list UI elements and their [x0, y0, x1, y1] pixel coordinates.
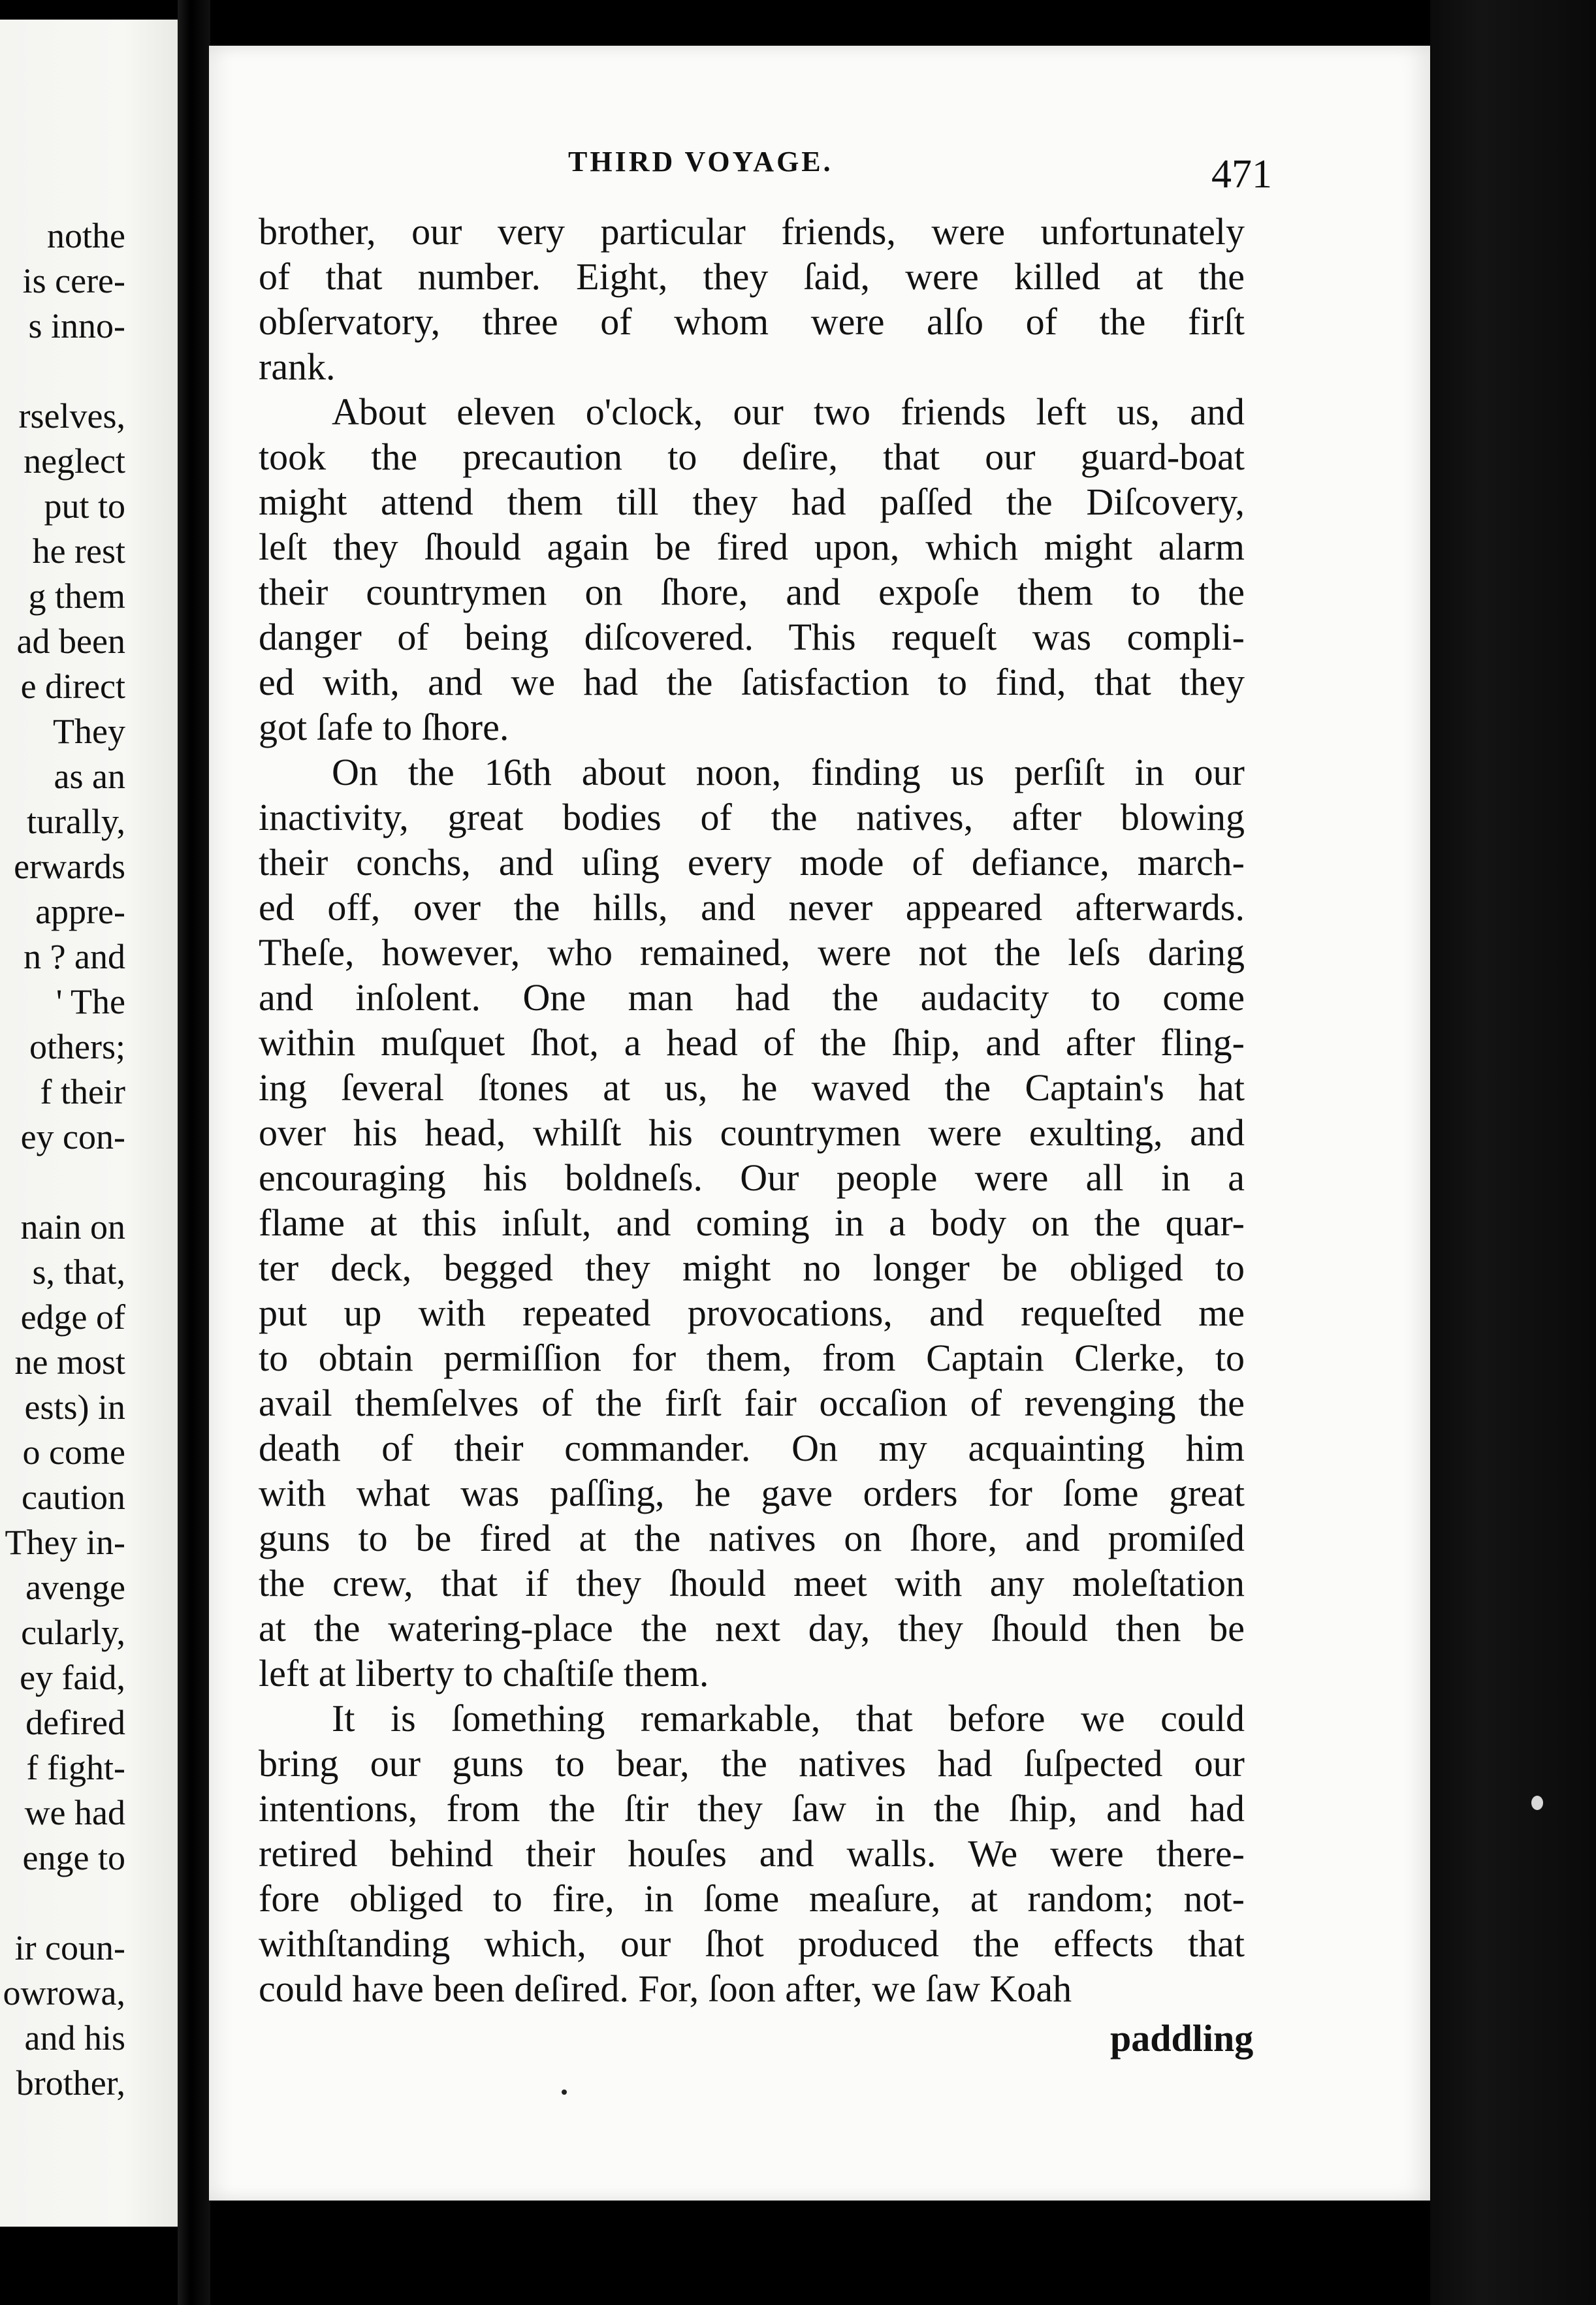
left-page-line: turally,: [27, 802, 125, 841]
body-line: took the precaution to deſire, that our guard-boat: [259, 436, 1245, 478]
left-page-line: nothe: [47, 216, 125, 255]
body-line: retired behind their houſes and walls. We were there-: [259, 1832, 1245, 1875]
left-page-line: ne most: [14, 1343, 125, 1382]
left-page-line: ' The: [56, 982, 125, 1021]
body-line: intentions, from the ſtir they ſaw in the ſhip, and had: [259, 1787, 1245, 1830]
body-line: death of their commander. On my acquainting him: [259, 1427, 1245, 1469]
left-page-line: n ? and: [24, 937, 125, 976]
left-page-line: we had: [24, 1793, 125, 1832]
left-page-line: neglect: [24, 441, 125, 481]
left-page-line: ey con-: [20, 1117, 125, 1156]
body-line: to obtain permiſſion for them, from Captain Clerke, to: [259, 1337, 1245, 1379]
body-line: withſtanding which, our ſhot produced the effects that: [259, 1922, 1245, 1965]
body-line: over his head, whilſt his countrymen were exulting, and: [259, 1111, 1245, 1154]
body-line: ed with, and we had the ſatisfaction to find, that they: [259, 661, 1245, 703]
body-line: flame at this inſult, and coming in a body on the quar-: [259, 1201, 1245, 1244]
body-line: fore obliged to fire, in ſome meaſure, at random; not-: [259, 1877, 1245, 1920]
body-line: Theſe, however, who remained, were not the leſs daring: [259, 931, 1245, 974]
left-page-line: ests) in: [24, 1388, 125, 1427]
left-page-line: defired: [25, 1703, 125, 1742]
left-page-line: e direct: [20, 667, 125, 706]
body-line: might attend them till they had paſſed the Diſcovery,: [259, 481, 1245, 523]
body-line: of that number. Eight, they ſaid, were killed at the: [259, 255, 1245, 298]
left-page-line: others;: [29, 1027, 125, 1066]
left-page-line: as an: [54, 757, 125, 796]
body-line: could have been deſired. For, ſoon after, we ſaw Koah: [259, 1967, 1072, 2010]
catchword: paddling: [1110, 2017, 1254, 2059]
body-line: brother, our very particular friends, were unfortunately: [259, 210, 1245, 253]
left-page-line: ey faid,: [20, 1658, 125, 1697]
left-page-line: erwards: [14, 847, 125, 886]
body-line: put up with repeated provocations, and requeſted me: [259, 1292, 1245, 1334]
page-number: 471: [1211, 152, 1272, 197]
left-page-line: o come: [22, 1433, 125, 1472]
left-page-line: ir coun-: [14, 1928, 125, 1967]
ink-speck: [562, 2090, 567, 2095]
body-line: left at liberty to chaſtiſe them.: [259, 1652, 709, 1694]
body-line: encouraging his boldneſs. Our people were all in a: [259, 1156, 1245, 1199]
body-line: ed off, over the hills, and never appeared afterwards.: [259, 886, 1245, 929]
body-line: It is ſomething remarkable, that before we could: [332, 1697, 1245, 1740]
left-page-line: s, that,: [32, 1252, 125, 1292]
left-page-line: brother,: [16, 2063, 125, 2103]
body-line: guns to be fired at the natives on ſhore, and promiſed: [259, 1517, 1245, 1559]
body-line: obſervatory, three of whom were alſo of the firſt: [259, 300, 1245, 343]
left-facing-page: [0, 20, 178, 2227]
left-page-line: f fight-: [26, 1748, 125, 1787]
left-page-line: f their: [40, 1072, 125, 1111]
running-head: THIRD VOYAGE.: [568, 146, 833, 178]
left-page-line: and his: [24, 2018, 125, 2058]
body-line: leſt they ſhould again be fired upon, which might alarm: [259, 526, 1245, 568]
left-page-line: avenge: [25, 1568, 125, 1607]
left-page-line: caution: [22, 1478, 125, 1517]
left-page-line: s inno-: [28, 306, 125, 345]
body-line: with what was paſſing, he gave orders for ſome great: [259, 1472, 1245, 1514]
body-line: got ſafe to ſhore.: [259, 706, 509, 748]
left-page-line: They: [53, 712, 125, 751]
right-page-edge: [1430, 0, 1596, 2305]
left-page-line: appre-: [35, 892, 125, 931]
body-line: at the watering-place the next day, they ſhould then be: [259, 1607, 1245, 1649]
body-line: their countrymen on ſhore, and expoſe them to the: [259, 571, 1245, 613]
left-page-line: ad been: [16, 622, 125, 661]
left-page-line: owrowa,: [3, 1973, 125, 2012]
left-page-line: g them: [28, 577, 125, 616]
left-page-line: he rest: [32, 532, 125, 571]
body-line: danger of being diſcovered. This requeſt was compli-: [259, 616, 1245, 658]
body-line: ter deck, begged they might no longer be obliged to: [259, 1247, 1245, 1289]
body-line: On the 16th about noon, finding us perſiſt in our: [332, 751, 1245, 793]
left-page-line: is cere-: [22, 261, 125, 300]
left-page-line: cularly,: [21, 1613, 125, 1652]
left-page-line: nain on: [20, 1207, 125, 1247]
body-line: their conchs, and uſing every mode of defiance, march-: [259, 841, 1245, 883]
body-line: ing ſeveral ſtones at us, he waved the Captain's hat: [259, 1066, 1245, 1109]
body-line: the crew, that if they ſhould meet with any moleſtation: [259, 1562, 1245, 1604]
left-page-line: edge of: [20, 1297, 125, 1337]
left-page-line: They in-: [5, 1523, 125, 1562]
body-line: within muſquet ſhot, a head of the ſhip, and after fling-: [259, 1021, 1245, 1064]
left-page-line: rselves,: [18, 396, 125, 436]
body-line: avail themſelves of the firſt fair occaſion of revenging the: [259, 1382, 1245, 1424]
left-page-line: enge to: [22, 1838, 125, 1877]
left-page-line: put to: [44, 486, 125, 526]
book-gutter: [178, 0, 210, 2305]
body-line: inactivity, great bodies of the natives, after blowing: [259, 796, 1245, 838]
body-line: About eleven o'clock, our two friends left us, and: [332, 390, 1245, 433]
ink-speck: [1531, 1796, 1543, 1810]
body-line: rank.: [259, 345, 336, 388]
body-line: and inſolent. One man had the audacity to come: [259, 976, 1245, 1019]
body-line: bring our guns to bear, the natives had ſuſpected our: [259, 1742, 1245, 1785]
